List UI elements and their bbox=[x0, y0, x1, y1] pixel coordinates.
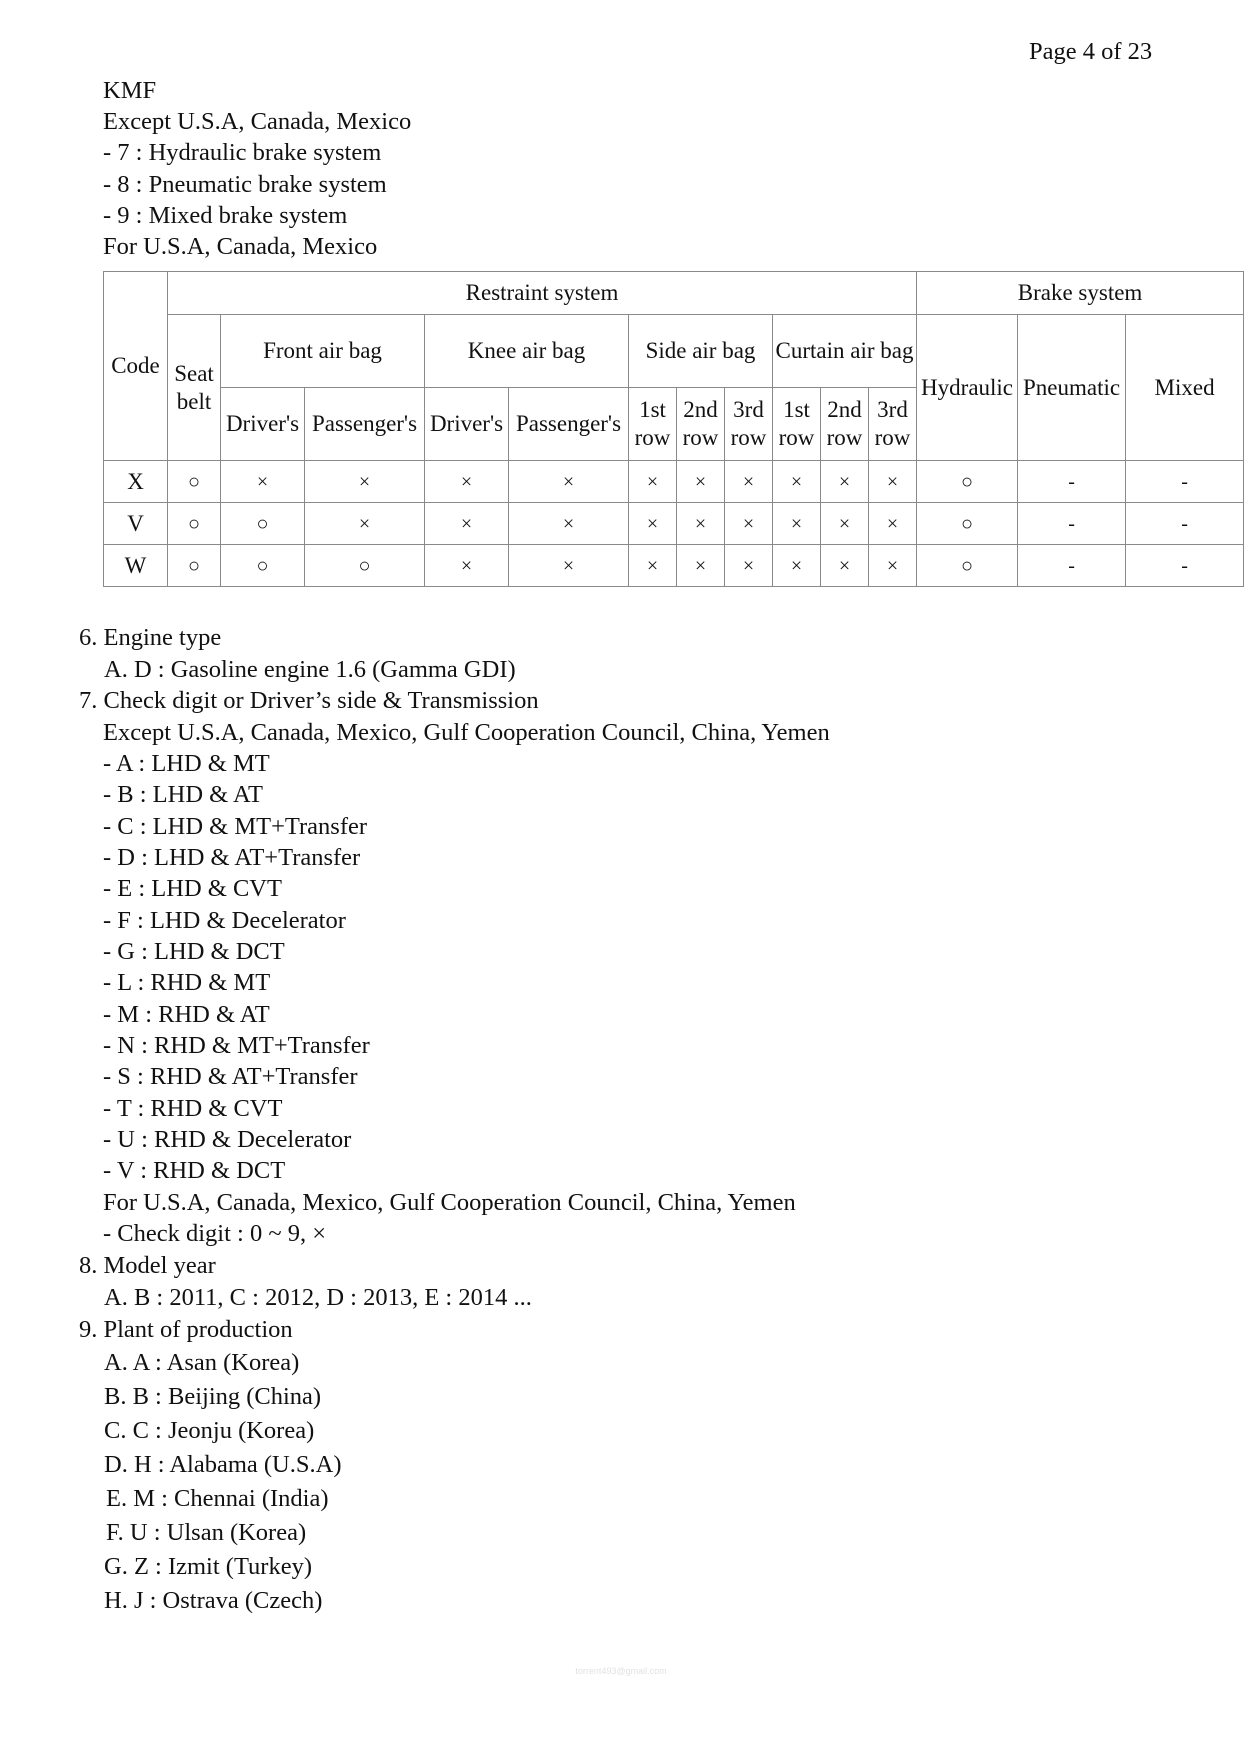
table-cell: × bbox=[221, 461, 305, 503]
intro-line: - 9 : Mixed brake system bbox=[103, 202, 348, 229]
table-cell: × bbox=[425, 503, 509, 545]
body-line: - B : LHD & AT bbox=[103, 781, 263, 808]
table-cell: × bbox=[509, 503, 629, 545]
header-mixed: Mixed bbox=[1126, 315, 1244, 461]
body-line: G. Z : Izmit (Turkey) bbox=[104, 1553, 312, 1580]
table-cell: × bbox=[425, 545, 509, 587]
body-line: A. D : Gasoline engine 1.6 (Gamma GDI) bbox=[104, 656, 516, 683]
table-cell: × bbox=[677, 461, 725, 503]
table-cell: × bbox=[425, 461, 509, 503]
header-restraint-system: Restraint system bbox=[168, 272, 917, 315]
header-curtain-2nd-row: 2nd row bbox=[821, 388, 869, 461]
table-cell: × bbox=[629, 545, 677, 587]
table-cell: × bbox=[305, 461, 425, 503]
body-line: E. M : Chennai (India) bbox=[106, 1485, 329, 1512]
body-line: - S : RHD & AT+Transfer bbox=[103, 1063, 358, 1090]
body-line: C. C : Jeonju (Korea) bbox=[104, 1417, 315, 1444]
header-code: Code bbox=[104, 272, 168, 461]
header-front-passengers: Passenger's bbox=[305, 388, 425, 461]
table-cell: × bbox=[869, 545, 917, 587]
body-line: - N : RHD & MT+Transfer bbox=[103, 1032, 370, 1059]
table-cell: × bbox=[869, 461, 917, 503]
table-cell: × bbox=[725, 545, 773, 587]
header-side-1st-row: 1st row bbox=[629, 388, 677, 461]
table-cell: - bbox=[1126, 545, 1244, 587]
body-line: - T : RHD & CVT bbox=[103, 1095, 283, 1122]
table-cell: × bbox=[821, 461, 869, 503]
header-side-air-bag: Side air bag bbox=[629, 315, 773, 388]
section-heading: 7. Check digit or Driver’s side & Transmission bbox=[79, 687, 539, 714]
section-heading: 9. Plant of production bbox=[79, 1316, 293, 1343]
table-cell: ○ bbox=[168, 545, 221, 587]
body-line: B. B : Beijing (China) bbox=[104, 1383, 322, 1410]
row-code: X bbox=[104, 461, 168, 503]
body-line: For U.S.A, Canada, Mexico, Gulf Cooperation Council, China, Yemen bbox=[103, 1189, 796, 1216]
table-cell: - bbox=[1126, 503, 1244, 545]
body-line: - G : LHD & DCT bbox=[103, 938, 285, 965]
table-cell: × bbox=[821, 503, 869, 545]
table-cell: ○ bbox=[168, 461, 221, 503]
intro-line: - 7 : Hydraulic brake system bbox=[103, 139, 382, 166]
header-side-3rd-row: 3rd row bbox=[725, 388, 773, 461]
table-cell: × bbox=[629, 503, 677, 545]
intro-line: - 8 : Pneumatic brake system bbox=[103, 171, 387, 198]
header-knee-drivers: Driver's bbox=[425, 388, 509, 461]
table-cell: × bbox=[509, 545, 629, 587]
table-cell: × bbox=[629, 461, 677, 503]
table-cell: × bbox=[677, 503, 725, 545]
body-line: - E : LHD & CVT bbox=[103, 875, 282, 902]
section-heading: 8. Model year bbox=[79, 1252, 216, 1279]
body-line: H. J : Ostrava (Czech) bbox=[104, 1587, 323, 1614]
body-line: D. H : Alabama (U.S.A) bbox=[104, 1451, 342, 1478]
body-line: - V : RHD & DCT bbox=[103, 1157, 286, 1184]
intro-line: KMF bbox=[103, 77, 157, 104]
table-cell: × bbox=[773, 461, 821, 503]
body-line: F. U : Ulsan (Korea) bbox=[106, 1519, 307, 1546]
body-line: - F : LHD & Decelerator bbox=[103, 907, 346, 934]
row-code: V bbox=[104, 503, 168, 545]
header-side-2nd-row: 2nd row bbox=[677, 388, 725, 461]
table-cell: - bbox=[1126, 461, 1244, 503]
intro-line: Except U.S.A, Canada, Mexico bbox=[103, 108, 412, 135]
table-cell: × bbox=[305, 503, 425, 545]
intro-line: For U.S.A, Canada, Mexico bbox=[103, 233, 378, 260]
table-cell: ○ bbox=[221, 503, 305, 545]
header-brake-system: Brake system bbox=[917, 272, 1244, 315]
table-cell: ○ bbox=[168, 503, 221, 545]
body-line: - Check digit : 0 ~ 9, × bbox=[103, 1220, 327, 1247]
table-cell: - bbox=[1018, 545, 1126, 587]
table-cell: × bbox=[725, 461, 773, 503]
header-front-drivers: Driver's bbox=[221, 388, 305, 461]
header-curtain-3rd-row: 3rd row bbox=[869, 388, 917, 461]
header-knee-air-bag: Knee air bag bbox=[425, 315, 629, 388]
table-row bbox=[104, 503, 1244, 545]
header-curtain-1st-row: 1st row bbox=[773, 388, 821, 461]
body-line: A. B : 2011, C : 2012, D : 2013, E : 2014 ... bbox=[104, 1284, 532, 1311]
table-cell: × bbox=[869, 503, 917, 545]
page-number: Page 4 of 23 bbox=[1029, 38, 1153, 65]
table-cell: ○ bbox=[221, 545, 305, 587]
header-knee-passengers: Passenger's bbox=[509, 388, 629, 461]
body-line: - U : RHD & Decelerator bbox=[103, 1126, 352, 1153]
body-line: - A : LHD & MT bbox=[103, 750, 270, 777]
table-cell: × bbox=[509, 461, 629, 503]
table-cell: ○ bbox=[917, 461, 1018, 503]
header-seat-belt: Seat belt bbox=[168, 315, 221, 461]
table-cell: ○ bbox=[305, 545, 425, 587]
body-line: - D : LHD & AT+Transfer bbox=[103, 844, 361, 871]
table-cell: - bbox=[1018, 461, 1126, 503]
restraint-brake-table bbox=[103, 271, 1215, 591]
body-line: A. A : Asan (Korea) bbox=[104, 1349, 300, 1376]
header-curtain-air-bag: Curtain air bag bbox=[773, 315, 917, 388]
body-line: - C : LHD & MT+Transfer bbox=[103, 813, 368, 840]
section-heading: 6. Engine type bbox=[79, 624, 222, 651]
table-row bbox=[104, 461, 1244, 503]
header-hydraulic: Hydraulic bbox=[917, 315, 1018, 461]
table-cell: × bbox=[773, 545, 821, 587]
header-front-air-bag: Front air bag bbox=[221, 315, 425, 388]
table-cell: × bbox=[821, 545, 869, 587]
table-cell: × bbox=[773, 503, 821, 545]
table-cell: × bbox=[677, 545, 725, 587]
table-cell: ○ bbox=[917, 503, 1018, 545]
table-cell: × bbox=[725, 503, 773, 545]
table-cell: ○ bbox=[917, 545, 1018, 587]
row-code: W bbox=[104, 545, 168, 587]
body-line: - M : RHD & AT bbox=[103, 1001, 270, 1028]
table-cell: - bbox=[1018, 503, 1126, 545]
body-line: - L : RHD & MT bbox=[103, 969, 271, 996]
watermark: torrent493@gmail.com bbox=[575, 1666, 667, 1676]
header-pneumatic: Pneumatic bbox=[1018, 315, 1126, 461]
table-row bbox=[104, 545, 1244, 587]
body-line: Except U.S.A, Canada, Mexico, Gulf Cooperation Council, China, Yemen bbox=[103, 719, 830, 746]
